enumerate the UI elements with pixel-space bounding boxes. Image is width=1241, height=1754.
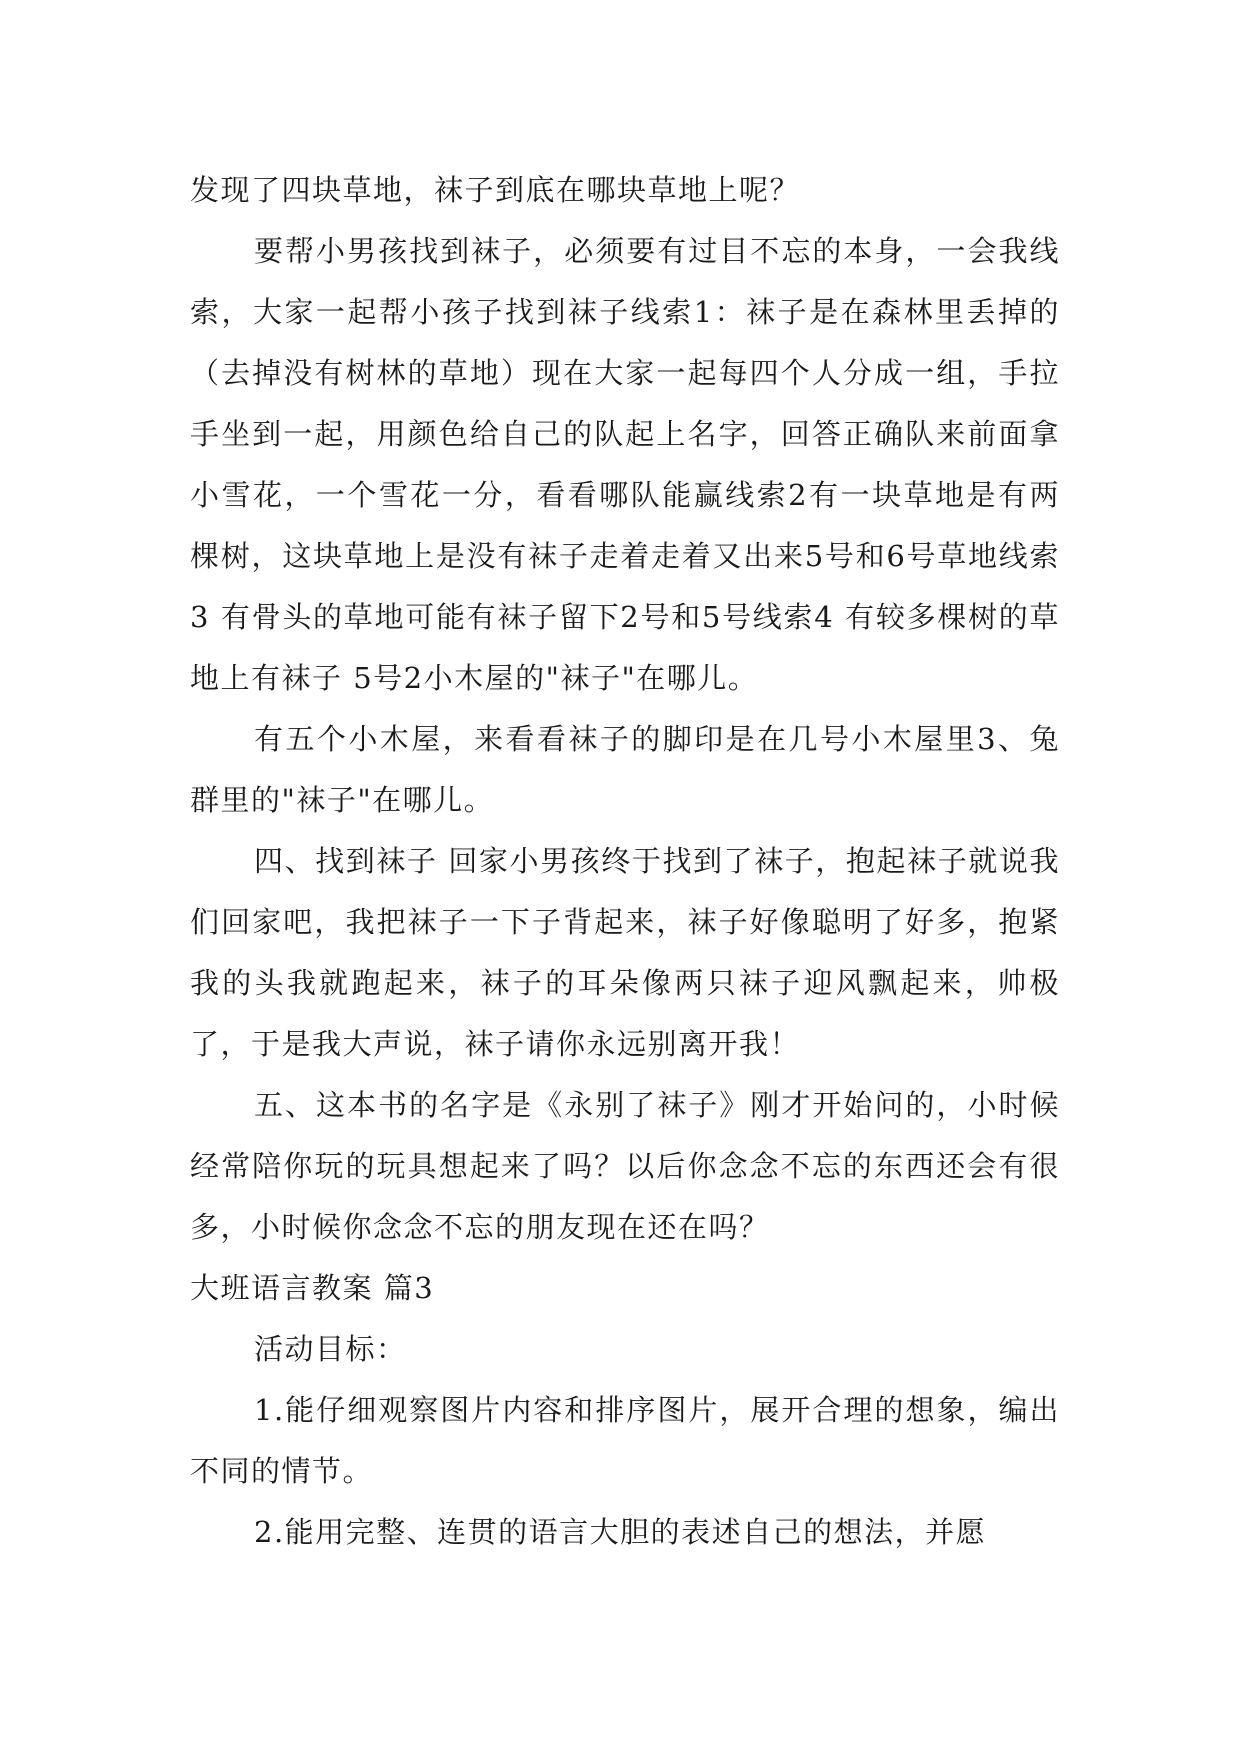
paragraph-find-socks: 四、找到袜子 回家小男孩终于找到了袜子，抱起袜子就说我们回家吧，我把袜子一下子背起来，袜子好像聪明了好多，抱紧我的头我就跑起来，袜子的耳朵像两只袜子迎风飘起来，帅极了，于是我大声说，袜子请你永远别离开我！ [190, 844, 1060, 1061]
document-body [190, 160, 1060, 1563]
paragraph-clues: 要帮小男孩找到袜子，必须要有过目不忘的本身，一会我线索，大家一起帮小孩子找到袜子线索1：袜子是在森林里丢掉的（去掉没有树林的草地）现在大家一起每四个人分成一组，手拉手坐到一起，用颜色给自己的队起上名字，回答正确队来前面拿小雪花，一个雪花一分，看看哪队能赢线索2有一块草地是有两棵树，这块草地上是没有袜子走着走着又出来5号和6号草地线索3 有骨头的草地可能有袜子留下2号和5号线索4 有较多棵树的草地上有袜子 5号2小木屋的"袜子"在哪儿。 [190, 234, 1060, 695]
goal-item-1: 1.能仔细观察图片内容和排序图片，展开合理的想象，编出不同的情节。 [190, 1393, 1060, 1488]
paragraph-book-name: 五、这本书的名字是《永别了袜子》刚才开始问的，小时候经常陪你玩的玩具想起来了吗？以后你念念不忘的东西还会有很多，小时候你念念不忘的朋友现在还在吗？ [190, 1088, 1060, 1244]
goal-item-2: 2.能用完整、连贯的语言大胆的表述自己的想法，并愿 [254, 1515, 987, 1549]
activity-goals-label: 活动目标： [254, 1332, 407, 1366]
section-heading: 大班语言教案 篇3 [190, 1271, 435, 1305]
paragraph-cabins: 有五个小木屋，来看看袜子的脚印是在几号小木屋里3、兔群里的"袜子"在哪儿。 [190, 722, 1060, 817]
paragraph-continuation: 发现了四块草地，袜子到底在哪块草地上呢？ [190, 173, 801, 207]
